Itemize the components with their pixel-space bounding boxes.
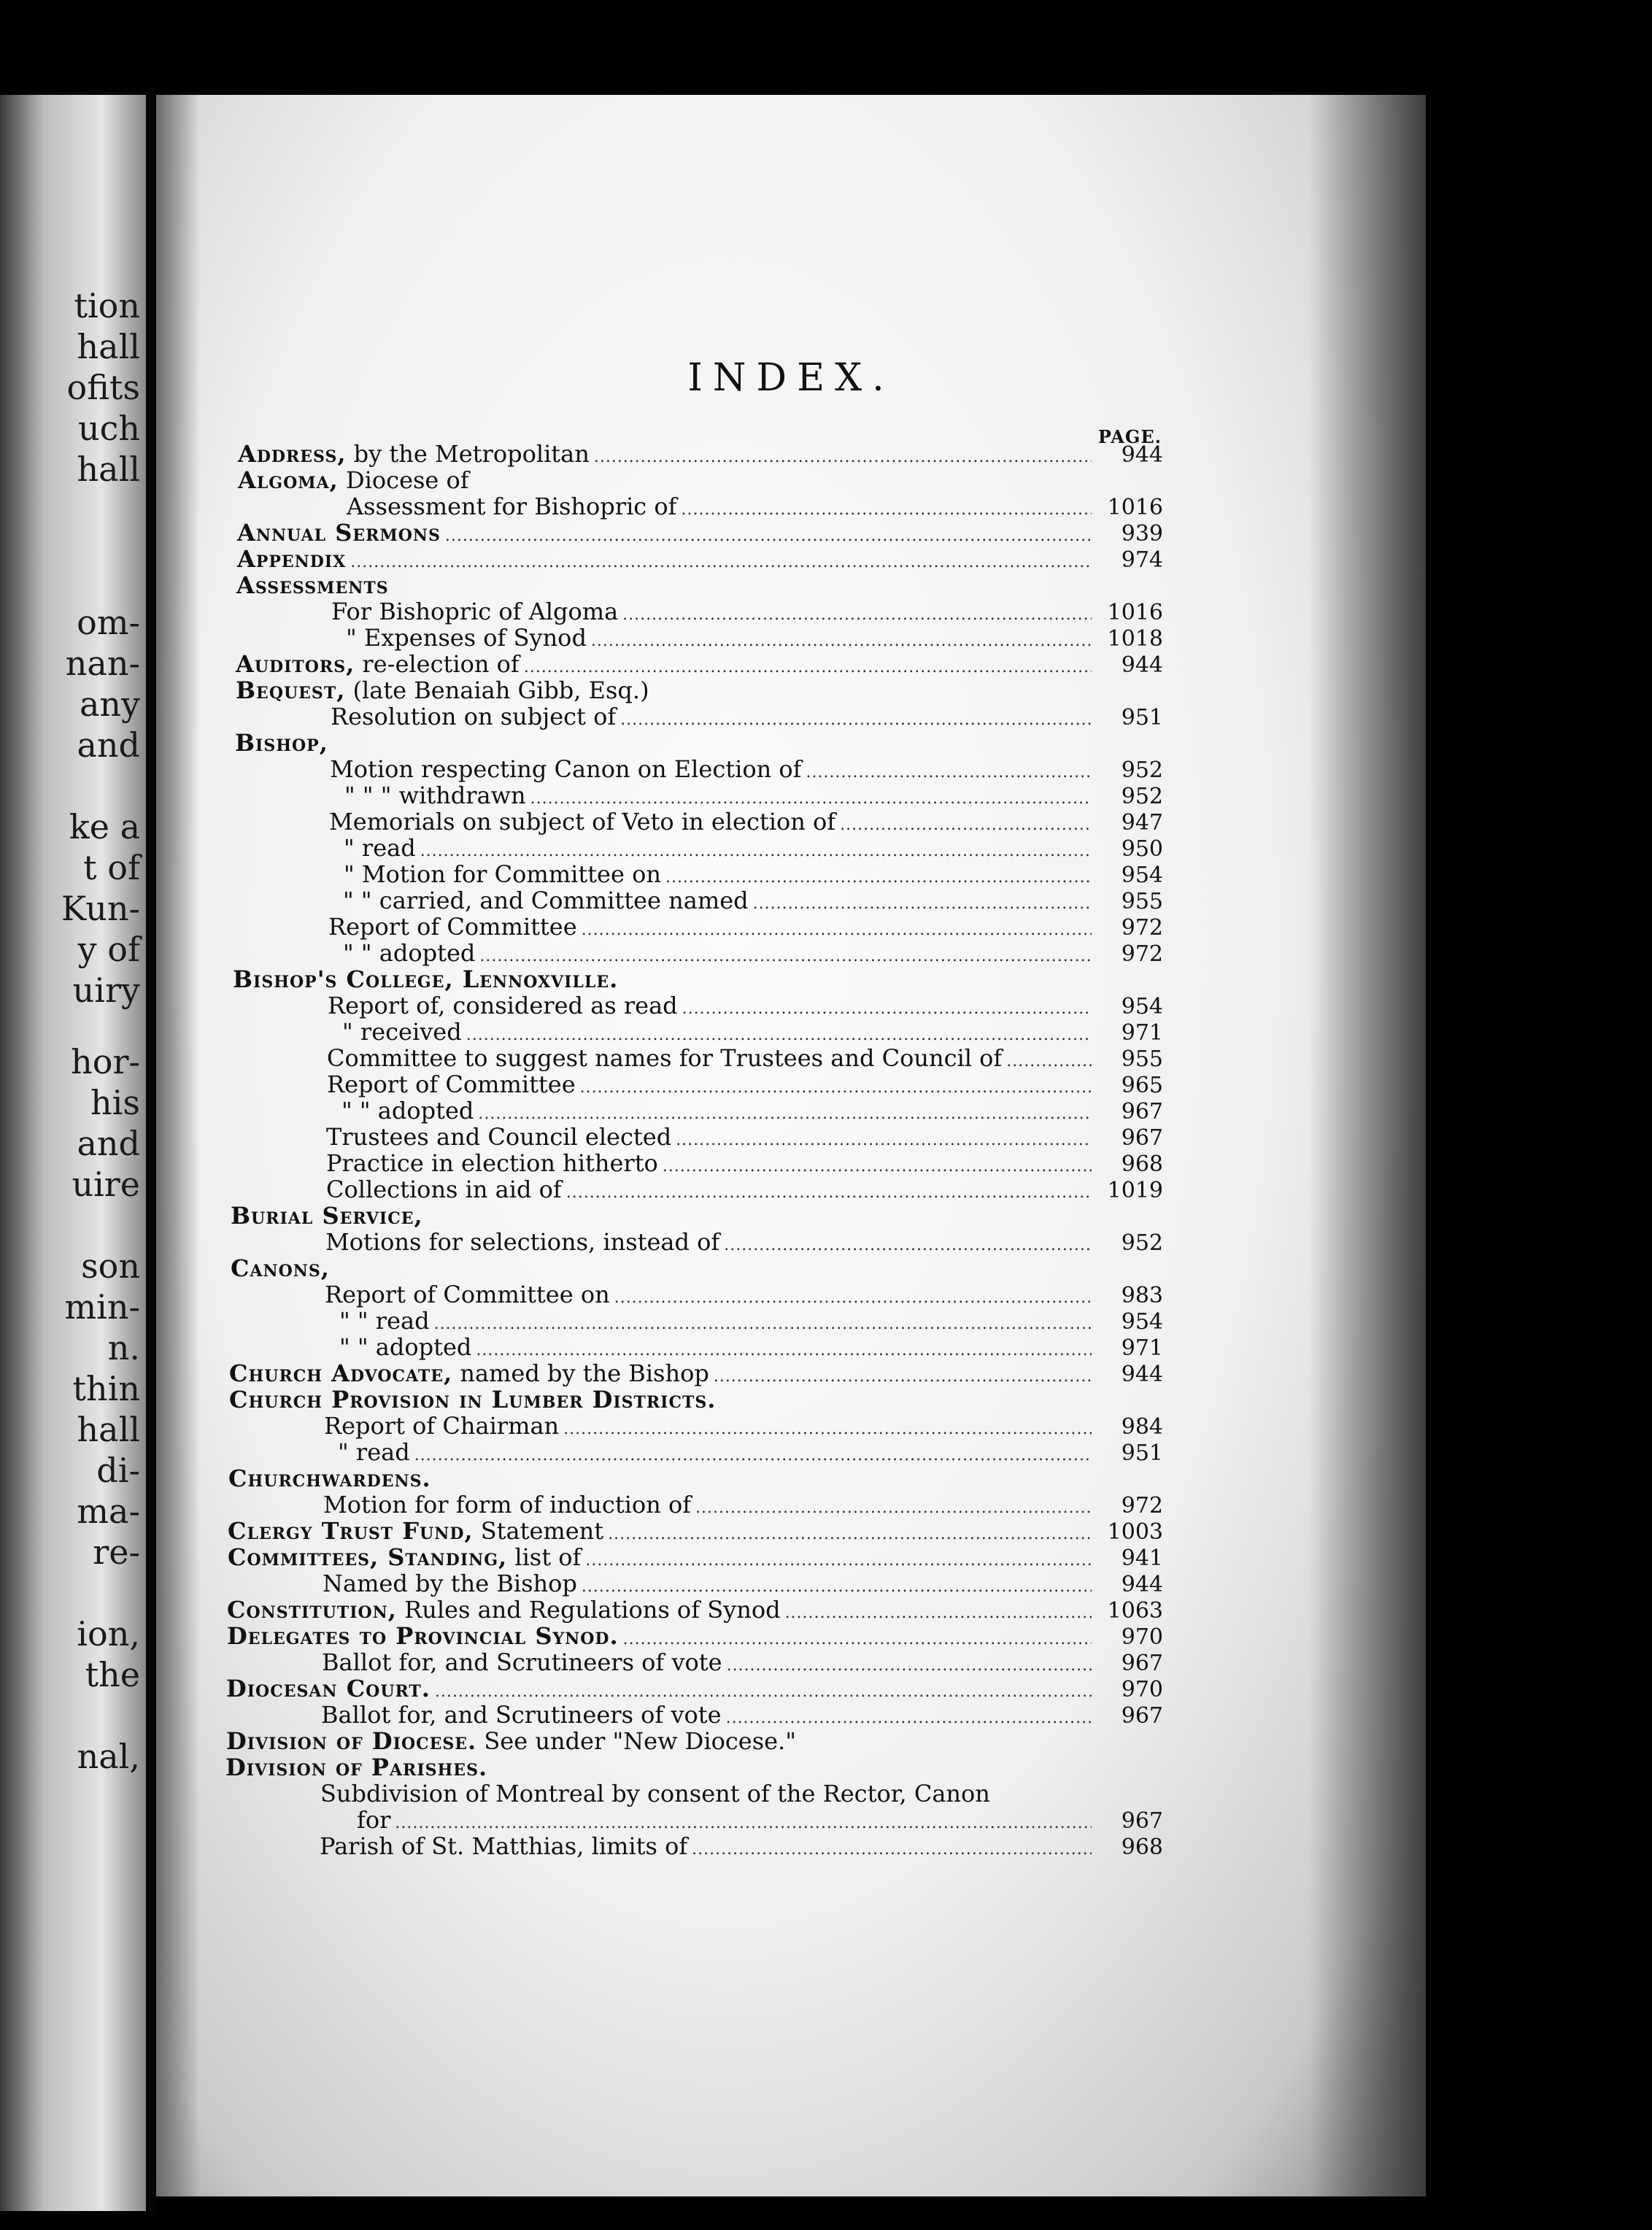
index-subentry: Rules and Regulations of Synod [404,1596,781,1624]
facing-page-text-fragment: re- [93,1532,140,1572]
index-entry-text [330,756,802,782]
facing-page-text-fragment: the [85,1655,140,1694]
index-entry-text [227,1623,619,1649]
facing-page-text-fragment: ofits [66,368,140,407]
index-entry-text [228,1518,603,1544]
page-number: 1018 [1107,626,1163,652]
index-entry-text [236,677,649,703]
index-heading: Canons, [231,1254,330,1282]
facing-page-text-fragment: hor- [71,1042,140,1081]
page-number: 947 [1121,810,1163,836]
index-entry-text [325,1281,610,1308]
index-subentry: named by the Bishop [460,1359,709,1387]
index-entry-text [341,1097,474,1124]
index-entry [325,1229,1163,1259]
index-entry-text [236,572,389,598]
index-entry [325,1281,1163,1311]
index-subentry: by the Metropolitan [353,440,590,468]
index-entry-text [238,467,469,493]
facing-page-text-fragment: uiry [72,971,140,1010]
index-entry-text [327,1045,1002,1071]
index-entry [236,677,1163,703]
index-subentry: " " read [339,1307,430,1335]
facing-page-text-fragment: hall [77,1410,140,1449]
index-entry-text [339,1308,430,1334]
index-subentry: Collections in aid of [326,1176,562,1203]
index-subentry: (late Benaiah Gibb, Esq.) [352,676,649,704]
index-entry-text [328,914,577,940]
facing-page-text-fragment: ke a [69,807,140,846]
index-entry-text [344,861,661,887]
index-entry-text [226,1675,431,1702]
index-subentry: list of [514,1543,582,1571]
page-number: 952 [1121,784,1163,809]
facing-page-text-fragment: his [90,1083,140,1122]
page-number: 967 [1121,1099,1163,1124]
index-entry-text [237,546,346,572]
index-entry-text [236,651,520,677]
index-entry-text [326,1150,658,1176]
index-subentry: Diocese of [345,466,469,494]
facing-page-text-fragment: nal, [77,1737,140,1776]
page-number: 967 [1121,1651,1163,1676]
index-entry-text [322,1649,722,1675]
index-entry-text [229,1360,709,1386]
index-entry-text [227,1597,781,1623]
index-entry [320,1833,1163,1863]
page-number: 954 [1121,863,1163,888]
page-number: 952 [1121,757,1163,783]
index-subentry: " received [342,1018,462,1046]
index-subentry: Statement [480,1517,604,1545]
page-number: 955 [1121,889,1163,914]
index-entry-text [229,1386,716,1413]
index-subentry: for [357,1806,391,1834]
page-number: 971 [1121,1335,1163,1361]
page-number: 941 [1121,1546,1163,1571]
page-number: 971 [1121,1020,1163,1046]
index-heading: Bishop's College, Lennoxville. [233,965,619,993]
index-entry-text [235,730,328,756]
index-entry-text [326,1176,562,1203]
page-number: 968 [1121,1151,1163,1177]
index-heading: Annual Sermons [237,519,441,547]
book-gutter [146,88,156,2218]
index-entry-text [331,703,616,730]
index-subentry: See under "New Diocese." [484,1727,796,1755]
index-subentry: re-election of [362,650,520,678]
index-heading: Division of Diocese. [226,1727,477,1755]
index-entry-text [237,520,441,546]
page-number: 954 [1121,1309,1163,1335]
page-number: 1063 [1107,1598,1163,1624]
page-title: INDEX. [687,356,895,400]
index-page [156,95,1426,2196]
index-entry [231,1203,1163,1229]
index-entry [329,809,1163,838]
page-number: 951 [1121,705,1163,730]
index-entry-text [342,1019,462,1045]
page-number: 968 [1121,1834,1163,1860]
index-subentry: Trustees and Council elected [326,1123,672,1151]
page-number: 967 [1121,1808,1163,1834]
index-entry-text [225,1754,487,1780]
facing-page-text-fragment: uch [77,409,140,448]
index-entry-text [327,1071,576,1097]
index-heading: Churchwardens. [228,1465,431,1492]
index-subentry: Subdivision of Montreal by consent of the Rector, Canon [320,1780,990,1807]
index-subentry: " " adopted [341,1097,474,1124]
facing-page-text-fragment: ion, [77,1614,140,1654]
index-heading: Diocesan Court. [226,1675,431,1702]
page-number: 970 [1121,1624,1163,1650]
index-entry-text [347,493,677,520]
page-number: 944 [1121,1362,1163,1387]
index-subentry: " read [338,1438,410,1466]
index-entry-text [328,992,678,1019]
page-number: 950 [1121,836,1163,862]
index-entry [237,520,1163,549]
index-entry-text [325,1229,719,1255]
index-entry-text [323,1570,577,1597]
index-subentry: Parish of St. Matthias, limits of [320,1832,688,1860]
page-number: 944 [1121,442,1163,468]
index-entry-text [226,1728,796,1754]
index-entries [156,95,1426,2196]
facing-page-text-fragment: nan- [65,644,140,683]
facing-page-text-fragment: any [79,684,140,724]
index-subentry: " " adopted [339,1333,472,1361]
page-number: 967 [1121,1125,1163,1151]
index-entry [235,730,1163,756]
facing-page-text-fragment: n. [107,1328,140,1367]
index-entry-text [228,1544,581,1570]
index-entry-text [320,1780,990,1807]
page-number: 974 [1121,547,1163,573]
index-heading: Address, [238,440,347,468]
page-number: 1003 [1107,1519,1163,1545]
index-heading: Auditors, [236,650,355,678]
index-heading: Bishop, [235,729,328,757]
facing-page-text-fragment: and [77,1124,140,1163]
index-heading: Committees, Standing, [228,1543,508,1571]
index-entry [347,493,1163,523]
facing-page-text-fragment: t of [83,848,140,887]
facing-page-text-fragment: uire [72,1165,140,1204]
page-number: 972 [1121,915,1163,941]
page-number: 983 [1121,1283,1163,1308]
index-heading: Church Provision in Lumber Districts. [229,1386,717,1413]
index-subentry: Ballot for, and Scrutineers of vote [322,1648,722,1676]
page-number: 1016 [1107,600,1163,625]
facing-page-text-fragment: hall [77,450,140,489]
index-subentry: Report of Committee on [325,1281,610,1308]
facing-page-text-fragment: and [77,725,140,765]
page-number: 972 [1121,941,1163,967]
facing-page-text-fragment: min- [64,1287,140,1327]
facing-page-text-fragment: Kun- [61,889,140,928]
facing-page-text-fragment: thin [72,1369,140,1408]
index-subentry: " Motion for Committee on [344,860,661,888]
index-subentry: " " adopted [343,939,476,967]
index-entry-text [357,1807,390,1833]
index-entry [338,1439,1163,1469]
index-subentry: Assessment for Bishopric of [347,493,677,520]
index-heading: Clergy Trust Fund, [228,1517,474,1545]
page-number: 954 [1121,994,1163,1019]
index-subentry: Report of Committee [327,1070,576,1098]
facing-page-text-fragment: tion [74,286,140,325]
index-entry-text [238,441,590,467]
facing-page-text-fragment: om- [77,603,140,642]
index-subentry: " Expenses of Synod [346,624,587,652]
index-heading: Appendix [237,545,347,573]
index-entry-text [320,1833,687,1859]
index-entry [225,1754,1163,1780]
index-heading: Bequest, [236,676,346,704]
index-subentry: Memorials on subject of Veto in election of [329,808,836,836]
index-entry-text [324,1413,559,1439]
index-subentry: Named by the Bishop [323,1570,577,1597]
index-entry-text [338,1439,410,1465]
index-subentry: Report of Committee [328,913,577,941]
page-number: 952 [1121,1230,1163,1256]
facing-page-text-fragment: ma- [77,1492,140,1531]
page-number: 984 [1121,1414,1163,1440]
facing-page-text-fragment: hall [77,327,140,366]
page-number: 972 [1121,1493,1163,1519]
facing-page-fragment [0,95,146,2211]
facing-page-text-fragment: son [81,1246,140,1286]
index-entry-text [321,1702,722,1728]
index-entry [322,1649,1163,1679]
index-entry-text [344,782,526,809]
page-number: 965 [1121,1073,1163,1098]
index-entry-text [343,887,749,914]
index-subentry: Ballot for, and Scrutineers of vote [321,1701,722,1729]
index-entry [233,966,1163,992]
index-entry-text [231,1203,423,1229]
index-subentry: Committee to suggest names for Trustees and Council of [327,1044,1003,1072]
page-number: 944 [1121,1572,1163,1597]
page-number: 967 [1121,1703,1163,1729]
page-number: 1019 [1107,1178,1163,1203]
index-entry [231,1255,1163,1281]
facing-page-text-fragment: y of [77,930,140,969]
index-heading: Church Advocate, [229,1359,453,1387]
index-entry-text [228,1465,431,1492]
index-subentry: Resolution on subject of [331,703,617,730]
index-entry-text [323,1492,691,1518]
index-subentry: Report of Chairman [324,1412,560,1440]
index-heading: Assessments [236,571,389,599]
index-entry [324,1413,1163,1443]
index-heading: Division of Parishes. [225,1753,488,1781]
index-heading: Burial Service, [231,1202,423,1230]
index-entry-text [329,809,835,835]
index-entry-text [343,940,475,966]
page-column-label: PAGE. [1097,426,1162,447]
facing-page-text-fragment: di- [96,1451,140,1490]
index-entry-text [344,835,416,861]
index-subentry: " " " withdrawn [344,782,526,809]
index-entry-text [233,966,618,992]
index-entry [228,1465,1163,1492]
page-number: 939 [1121,521,1163,547]
index-entry [326,1176,1163,1206]
index-subentry: Report of, considered as read [328,992,678,1019]
index-entry [320,1780,1163,1807]
index-subentry: " " carried, and Committee named [343,887,749,914]
index-entry-text [339,1334,471,1360]
index-subentry: Motion respecting Canon on Election of [330,755,802,783]
page-number: 944 [1121,652,1163,678]
page-number: 951 [1121,1440,1163,1466]
index-entry-text [231,1255,330,1281]
index-entry [236,572,1163,598]
page-number: 970 [1121,1677,1163,1702]
index-subentry: Motion for form of induction of [323,1491,692,1519]
page-number: 1016 [1107,495,1163,520]
index-subentry: " read [344,834,416,862]
dot-leader [692,1837,1092,1863]
page-number: 955 [1121,1046,1163,1072]
index-subentry: Motions for selections, instead of [325,1228,720,1256]
index-entry [226,1728,1163,1754]
index-heading: Constitution, [227,1596,397,1624]
index-entry [229,1386,1163,1413]
index-heading: Algoma, [238,466,339,494]
index-entry-text [331,598,618,625]
index-entry [238,467,1163,493]
index-entry-text [346,625,587,651]
index-subentry: Practice in election hitherto [326,1149,658,1177]
index-heading: Delegates to Provincial Synod. [227,1622,619,1650]
index-entry [331,703,1163,733]
index-entry-text [326,1124,671,1150]
index-subentry: For Bishopric of Algoma [331,598,619,625]
